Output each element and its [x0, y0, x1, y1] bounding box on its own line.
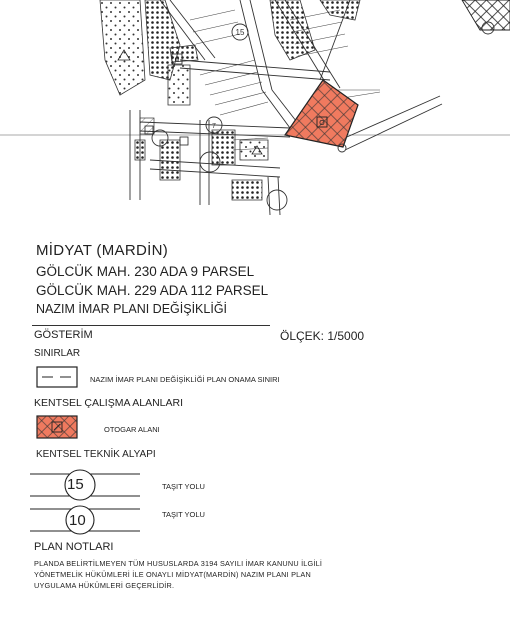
- svg-text:O: O: [319, 120, 325, 127]
- bus-station-label: OTOGAR ALANI: [104, 425, 160, 434]
- parcel-line-2: GÖLCÜK MAH. 229 ADA 112 PARSEL: [36, 283, 269, 298]
- boundary-label: NAZIM İMAR PLANI DEĞİŞİKLİĞİ PLAN ONAMA SINIRI: [90, 375, 280, 384]
- notes-text: PLANDA BELİRTİLMEYEN TÜM HUSUSLARDA 3194 SAYILI İMAR KANUNU İLGİLİ YÖNETMELİK HÜKÜMLERİ İLE ONAYLI MİDYAT(MARDİN) NAZIM PLANI PLAN UYGULAMA HÜKÜMLERİ GEÇERLİDİR.: [34, 559, 323, 591]
- map-circle-label: 15: [235, 28, 245, 37]
- notes-heading: PLAN NOTLARI: [34, 541, 114, 553]
- parcel-line-1: GÖLCÜK MAH. 230 ADA 9 PARSEL: [36, 264, 255, 279]
- plan-type-line: NAZIM İMAR PLANI DEĞİŞİKLİĞİ: [36, 302, 228, 316]
- boundary-symbol: [36, 366, 78, 388]
- scale-label: ÖLÇEK: 1/5000: [280, 329, 365, 343]
- section-urban-work: KENTSEL ÇALIŞMA ALANLARI: [34, 397, 184, 409]
- road-10-number: 10: [69, 512, 86, 529]
- map-circle-label: 7: [212, 123, 216, 130]
- road-15-label: TAŞIT YOLU: [162, 482, 205, 491]
- plan-title: MİDYAT (MARDİN): [36, 242, 168, 259]
- svg-text:M: M: [174, 58, 180, 64]
- legend-heading: GÖSTERİM: [34, 329, 93, 341]
- road-15-number: 15: [67, 476, 84, 493]
- section-infrastructure: KENTSEL TEKNİK ALYAPI: [36, 449, 156, 460]
- plan-map: [0, 0, 510, 220]
- bus-station-symbol: [36, 415, 78, 439]
- road-10-label: TAŞIT YOLU: [162, 510, 205, 519]
- legend-divider: [32, 325, 270, 326]
- section-boundaries: SINIRLAR: [34, 348, 81, 359]
- road-15-symbol: [30, 468, 140, 502]
